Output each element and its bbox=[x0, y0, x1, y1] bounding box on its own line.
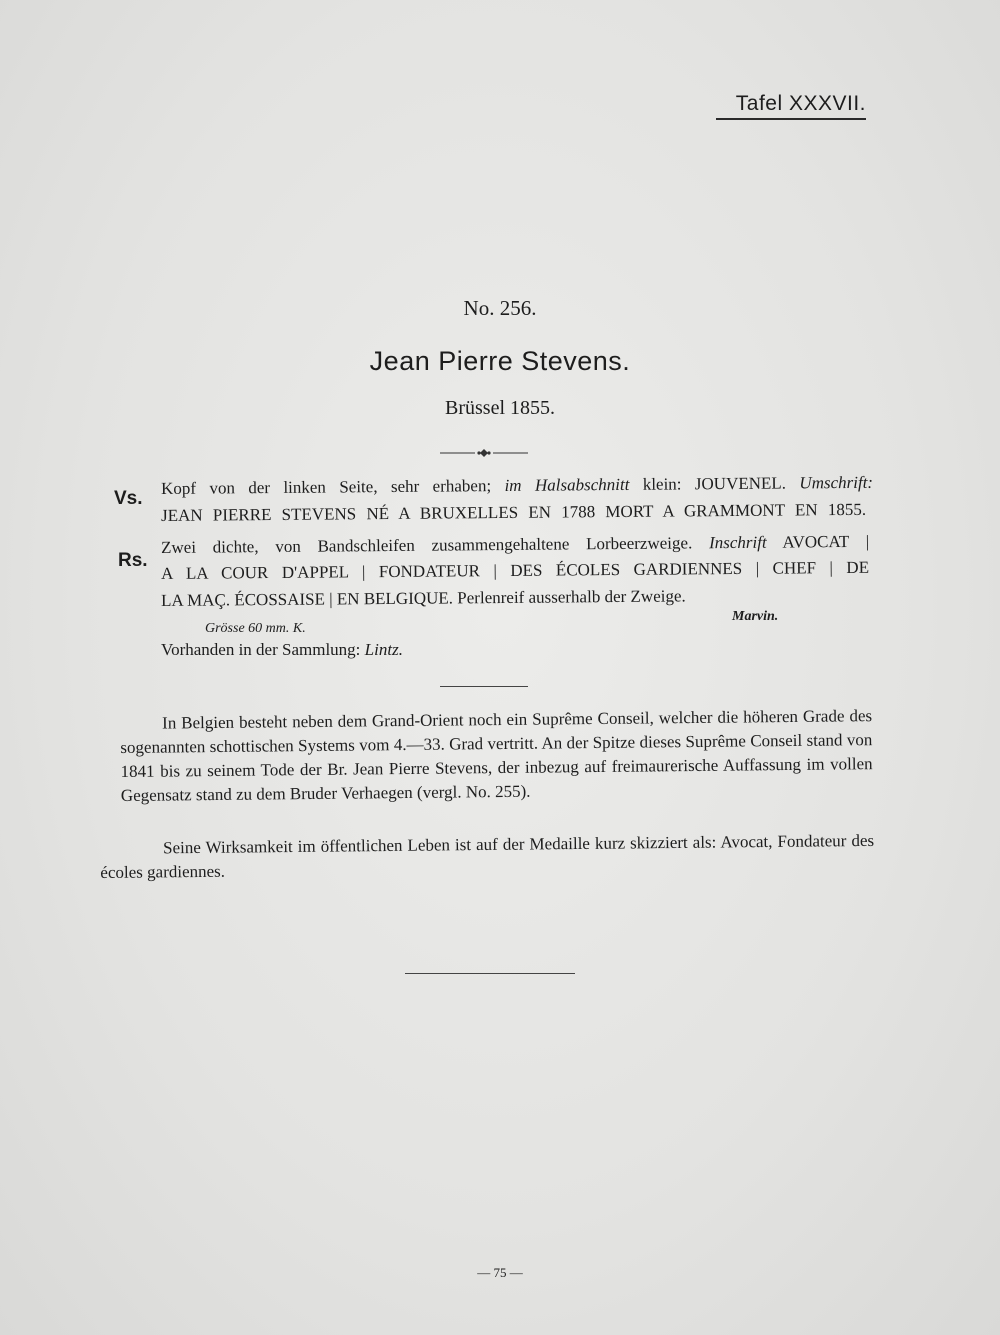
plate-label: Tafel XXXVII. bbox=[716, 92, 866, 120]
medal-size: Grösse 60 mm. K. bbox=[205, 621, 306, 636]
collection-note bbox=[161, 640, 403, 660]
entry-number: No. 256. bbox=[463, 296, 537, 320]
reverse-description bbox=[161, 532, 869, 558]
obverse-text-a: Kopf von der linken Seite, sehr erhaben; bbox=[161, 476, 505, 498]
obverse-label: Vs. bbox=[114, 488, 143, 509]
commentary-paragraph-2: Seine Wirksamkeit im öffentlichen Leben ist auf der Medaille kurz skizziert als: Avocat, Fondateur des écoles gardiennes. bbox=[100, 830, 875, 882]
reverse-inscription-line3: LA MAÇ. ÉCOSSAISE | EN BELGIQUE. Perlenreif ausserhalb der Zweige. bbox=[161, 586, 686, 610]
reverse-label: Rs. bbox=[118, 550, 148, 571]
commentary-paragraph-1: In Belgien besteht neben dem Grand-Orient noch ein Suprême Conseil, welcher die höheren Grade des sogenannten schottischen Systems vom 4.—33. Grad vertritt. An der Spitze dieses Suprême Conseil stand von 1841 bis zu seinem Tode der Br. Jean Pierre Stevens, der inbezug auf freimaurerische Auffassung im vollen Gegensatz stand zu dem Bruder Verhaegen (vergl. No. 255). bbox=[120, 706, 873, 805]
collection-prefix: Vorhanden in der Sammlung: bbox=[161, 640, 365, 659]
obverse-inscription: JEAN PIERRE STEVENS NÉ A BRUXELLES EN 1788 MORT A GRAMMONT EN 1855. bbox=[161, 499, 867, 525]
engraver-signature: Marvin. bbox=[732, 609, 779, 624]
reverse-text-b: Inschrift bbox=[708, 532, 767, 553]
obverse-description bbox=[161, 473, 873, 499]
entry-title: Jean Pierre Stevens. bbox=[369, 346, 631, 376]
obverse-text-d: Umschrift: bbox=[799, 472, 874, 493]
page-number: — 75 — bbox=[477, 1265, 523, 1280]
reverse-inscription-line2: A LA COUR D'APPEL | FONDATEUR | DES ÉCOLES GARDIENNES | CHEF | DE bbox=[161, 557, 870, 583]
collection-name: Lintz. bbox=[364, 640, 403, 659]
entry-place-year: Brüssel 1855. bbox=[445, 397, 555, 419]
obverse-text-b: im Halsabschnitt bbox=[504, 474, 630, 496]
ornament-divider bbox=[440, 446, 528, 460]
section-divider bbox=[440, 686, 528, 687]
closing-rule bbox=[405, 973, 575, 974]
reverse-text-c: AVOCAT | bbox=[766, 531, 870, 552]
obverse-text-c: klein: JOUVENEL. bbox=[629, 473, 800, 494]
reverse-text-a: Zwei dichte, von Bandschleifen zusammengehaltene Lorbeerzweige. bbox=[161, 533, 710, 557]
